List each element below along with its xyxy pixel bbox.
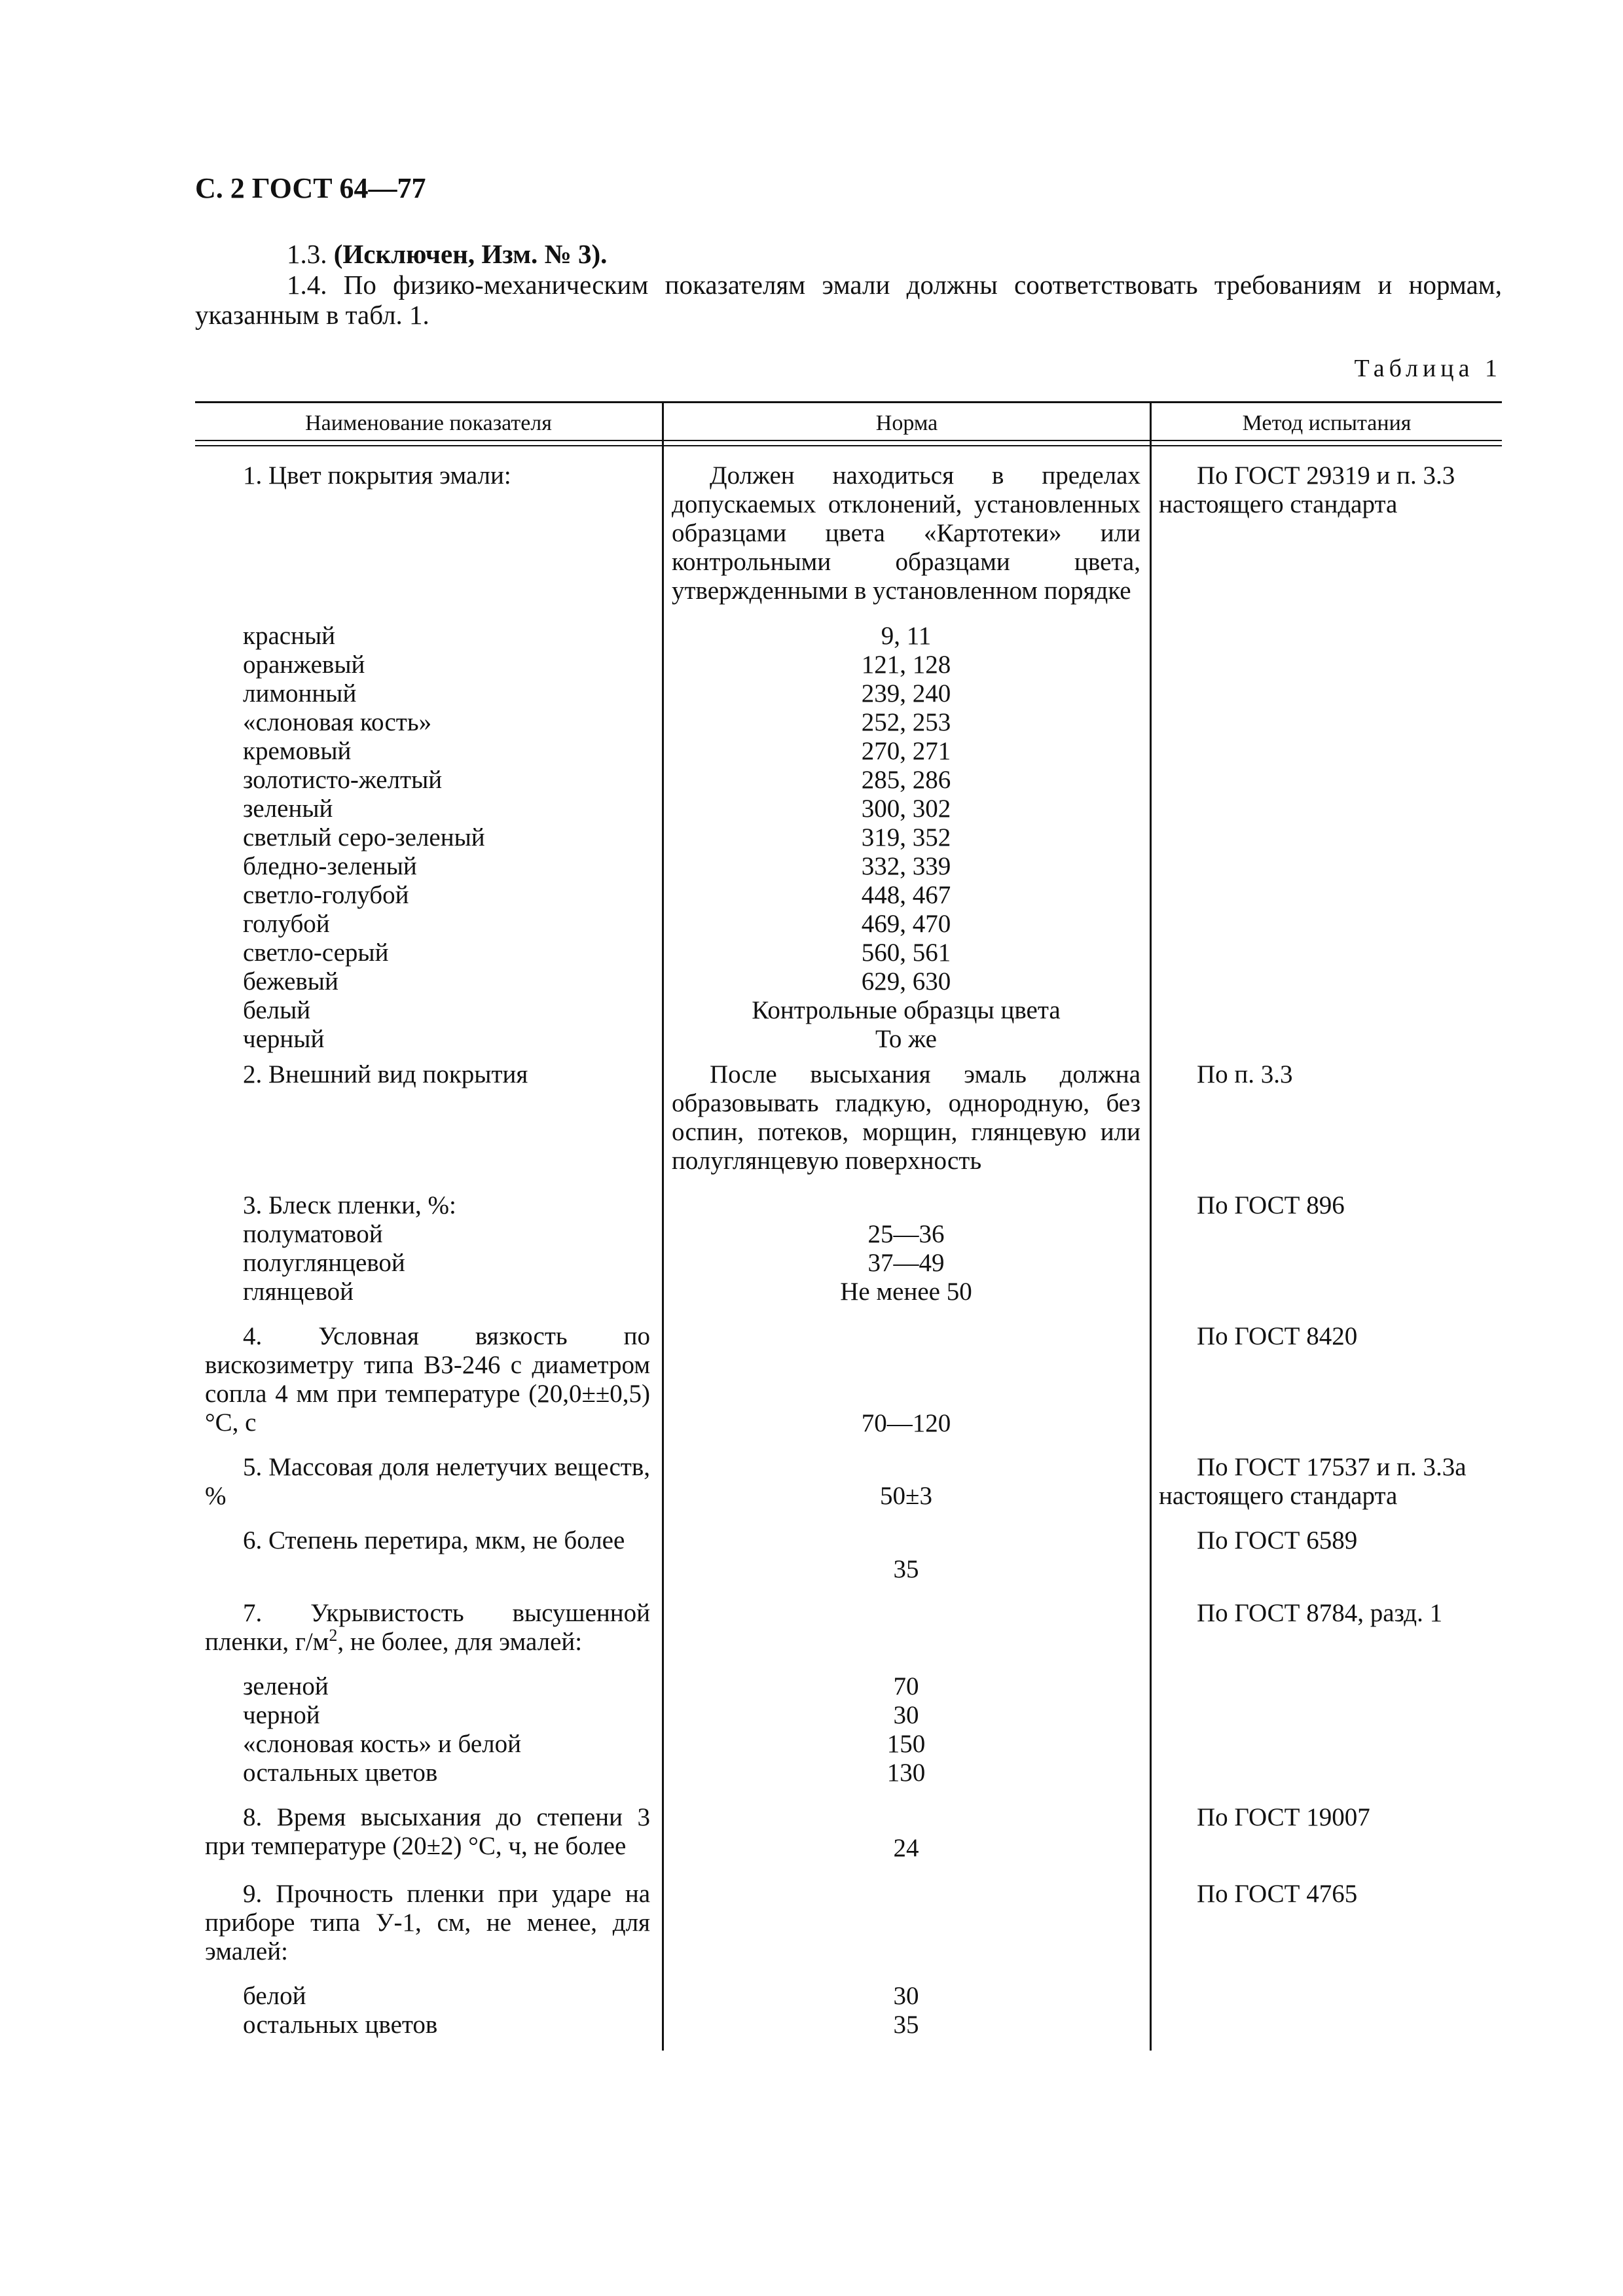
sub-item-value: 121, 128 [861,651,951,679]
row-7-sub-values [672,1672,1140,1787]
sub-item-name: зеленый [243,795,333,823]
sub-item-value: 37—49 [867,1249,945,1277]
sub-item-value: 70 [893,1672,919,1700]
sub-item-value: 448, 467 [861,881,951,909]
sub-item-name: остальных цветов [243,2011,438,2039]
row-1-method: По ГОСТ 29319 и п. 3.3 настоящего стандарта [1159,461,1455,518]
row-5-method: По ГОСТ 17537 и п. 3.3а настоящего стандарта [1159,1453,1467,1510]
sub-item-value: 252, 253 [861,708,951,736]
table-header-rule [195,440,1502,441]
sub-item-name: черной [243,1701,320,1729]
sub-item-value: 629, 630 [861,967,951,996]
sub-item-value: 25—36 [867,1220,945,1248]
row-3-sub-names [205,1220,688,1306]
paragraph-bold-note: (Исключен, Изм. № 3). [333,239,608,269]
sub-item-name: светло-голубой [243,881,409,909]
row-2-name: 2. Внешний вид покрытия [243,1060,528,1088]
sub-item-value: Контрольные образцы цвета [752,996,1061,1024]
row-7-name-part: пленки, г/м [205,1628,329,1656]
row-9-sub-values [672,1982,1140,2039]
sub-item-name: белой [243,1982,306,2010]
row-7-name-part: , не более, для эмалей: [337,1628,583,1656]
sub-item-name: «слоновая кость» и белой [243,1730,521,1758]
sub-item-name: глянцевой [243,1278,354,1306]
sub-item-name: полуглянцевой [243,1249,405,1277]
running-head: С. 2 ГОСТ 64—77 [195,172,426,204]
sub-item-value: 319, 352 [861,823,951,852]
column-header-name: Наименование показателя [305,411,552,435]
row-9-sub-names [205,1982,688,2039]
sub-item-name: золотисто-желтый [243,766,443,794]
sub-item-name: бежевый [243,967,338,996]
sub-item-value: 300, 302 [861,795,951,823]
sub-item-value: 560, 561 [861,939,951,967]
sub-item-name: черный [243,1025,325,1053]
sub-item-name: красный [243,622,336,650]
sub-item-name: оранжевый [243,651,365,679]
sub-item-value: 30 [893,1701,919,1729]
row-3-name: 3. Блеск пленки, %: [243,1191,456,1219]
row-1-sub-values [672,622,1140,1054]
sub-item-name: зеленой [243,1672,329,1700]
sub-item-value: Не менее 50 [840,1278,972,1306]
row-9-method: По ГОСТ 4765 [1197,1880,1358,1908]
paragraph-1-3 [195,239,1502,269]
sub-item-value: 239, 240 [861,679,951,708]
paragraph-number: 1.3. [287,239,327,269]
row-8-norm: 24 [893,1834,919,1862]
row-6-method: По ГОСТ 6589 [1197,1526,1358,1554]
sub-item-value: 332, 339 [861,852,951,880]
row-7-name [205,1599,650,1657]
sub-item-name: «слоновая кость» [243,708,432,736]
row-2-method: По п. 3.3 [1197,1060,1293,1088]
table-header-rule-double [195,445,1502,446]
row-7-method: По ГОСТ 8784, разд. 1 [1197,1599,1443,1627]
row-1-norm: Должен находиться в пределах допускаемых отклонений, установленных образцами цвета «Картотеки» или контрольными образцами цвета, утвержденными в установленном порядке [672,461,1140,605]
row-8-name: 8. Время высыхания до степени 3 при температуре (20±2) °С, ч, не более [205,1803,650,1860]
row-3-sub-values [672,1220,1140,1306]
row-4-name: 4. Условная вязкость по вискозиметру типа ВЗ-246 с диаметром сопла 4 мм при температуре (20,0±±0,5) °С, с [205,1322,650,1437]
column-header-method: Метод испытания [1242,411,1412,435]
sub-item-name: остальных цветов [243,1759,438,1787]
sub-item-value: 150 [886,1730,926,1758]
row-6-name: 6. Степень перетира, мкм, не более [243,1526,625,1554]
sub-item-name: голубой [243,910,330,938]
sub-item-value: 270, 271 [861,737,951,765]
row-6-norm: 35 [893,1555,919,1583]
sub-item-name: полуматовой [243,1220,383,1248]
sub-item-value: 285, 286 [861,766,951,794]
sub-item-name: светло-серый [243,939,389,967]
row-8-method: По ГОСТ 19007 [1197,1803,1370,1831]
row-5-norm: 50±3 [880,1482,932,1510]
sub-item-value: 130 [886,1759,926,1787]
superscript: 2 [329,1626,338,1645]
row-1-sub-names [205,622,688,1054]
column-header-norm: Норма [875,411,938,435]
row-1-name: 1. Цвет покрытия эмали: [243,461,511,490]
row-4-norm: 70—120 [861,1409,951,1437]
sub-item-name: бледно-зеленый [243,852,417,880]
sub-item-value: 35 [893,2011,919,2039]
sub-item-name: лимонный [243,679,357,708]
row-7-sub-names [205,1672,688,1787]
row-5-name: 5. Массовая доля нелетучих веществ, % [205,1453,650,1510]
table-label: Таблица 1 [1354,355,1502,382]
sub-item-value: То же [875,1025,937,1053]
row-3-method: По ГОСТ 896 [1197,1191,1345,1219]
sub-item-name: белый [243,996,311,1024]
row-9-name: 9. Прочность пленки при ударе на приборе типа У-1, см, не менее, для эмалей: [205,1880,650,1965]
sub-item-value: 469, 470 [861,910,951,938]
sub-item-value: 9, 11 [881,622,932,650]
sub-item-name: кремовый [243,737,352,765]
sub-item-name: светлый серо-зеленый [243,823,485,852]
row-4-method: По ГОСТ 8420 [1197,1322,1358,1350]
row-7-name-line-1: 7. Укрывистость высушенной [243,1599,650,1627]
column-divider [1150,401,1152,2051]
row-2-norm: После высыхания эмаль должна образовывать гладкую, однородную, без оспин, потеков, морщин, глянцевую или полуглянцевую поверхность [672,1060,1140,1175]
paragraph-1-4: 1.4. По физико-механическим показателям эмали должны соответствовать требованиям и нормам, указанным в табл. 1. [195,270,1502,330]
row-7-name-line-2 [205,1628,650,1657]
sub-item-value: 30 [893,1982,919,2010]
table-top-rule [195,401,1502,403]
